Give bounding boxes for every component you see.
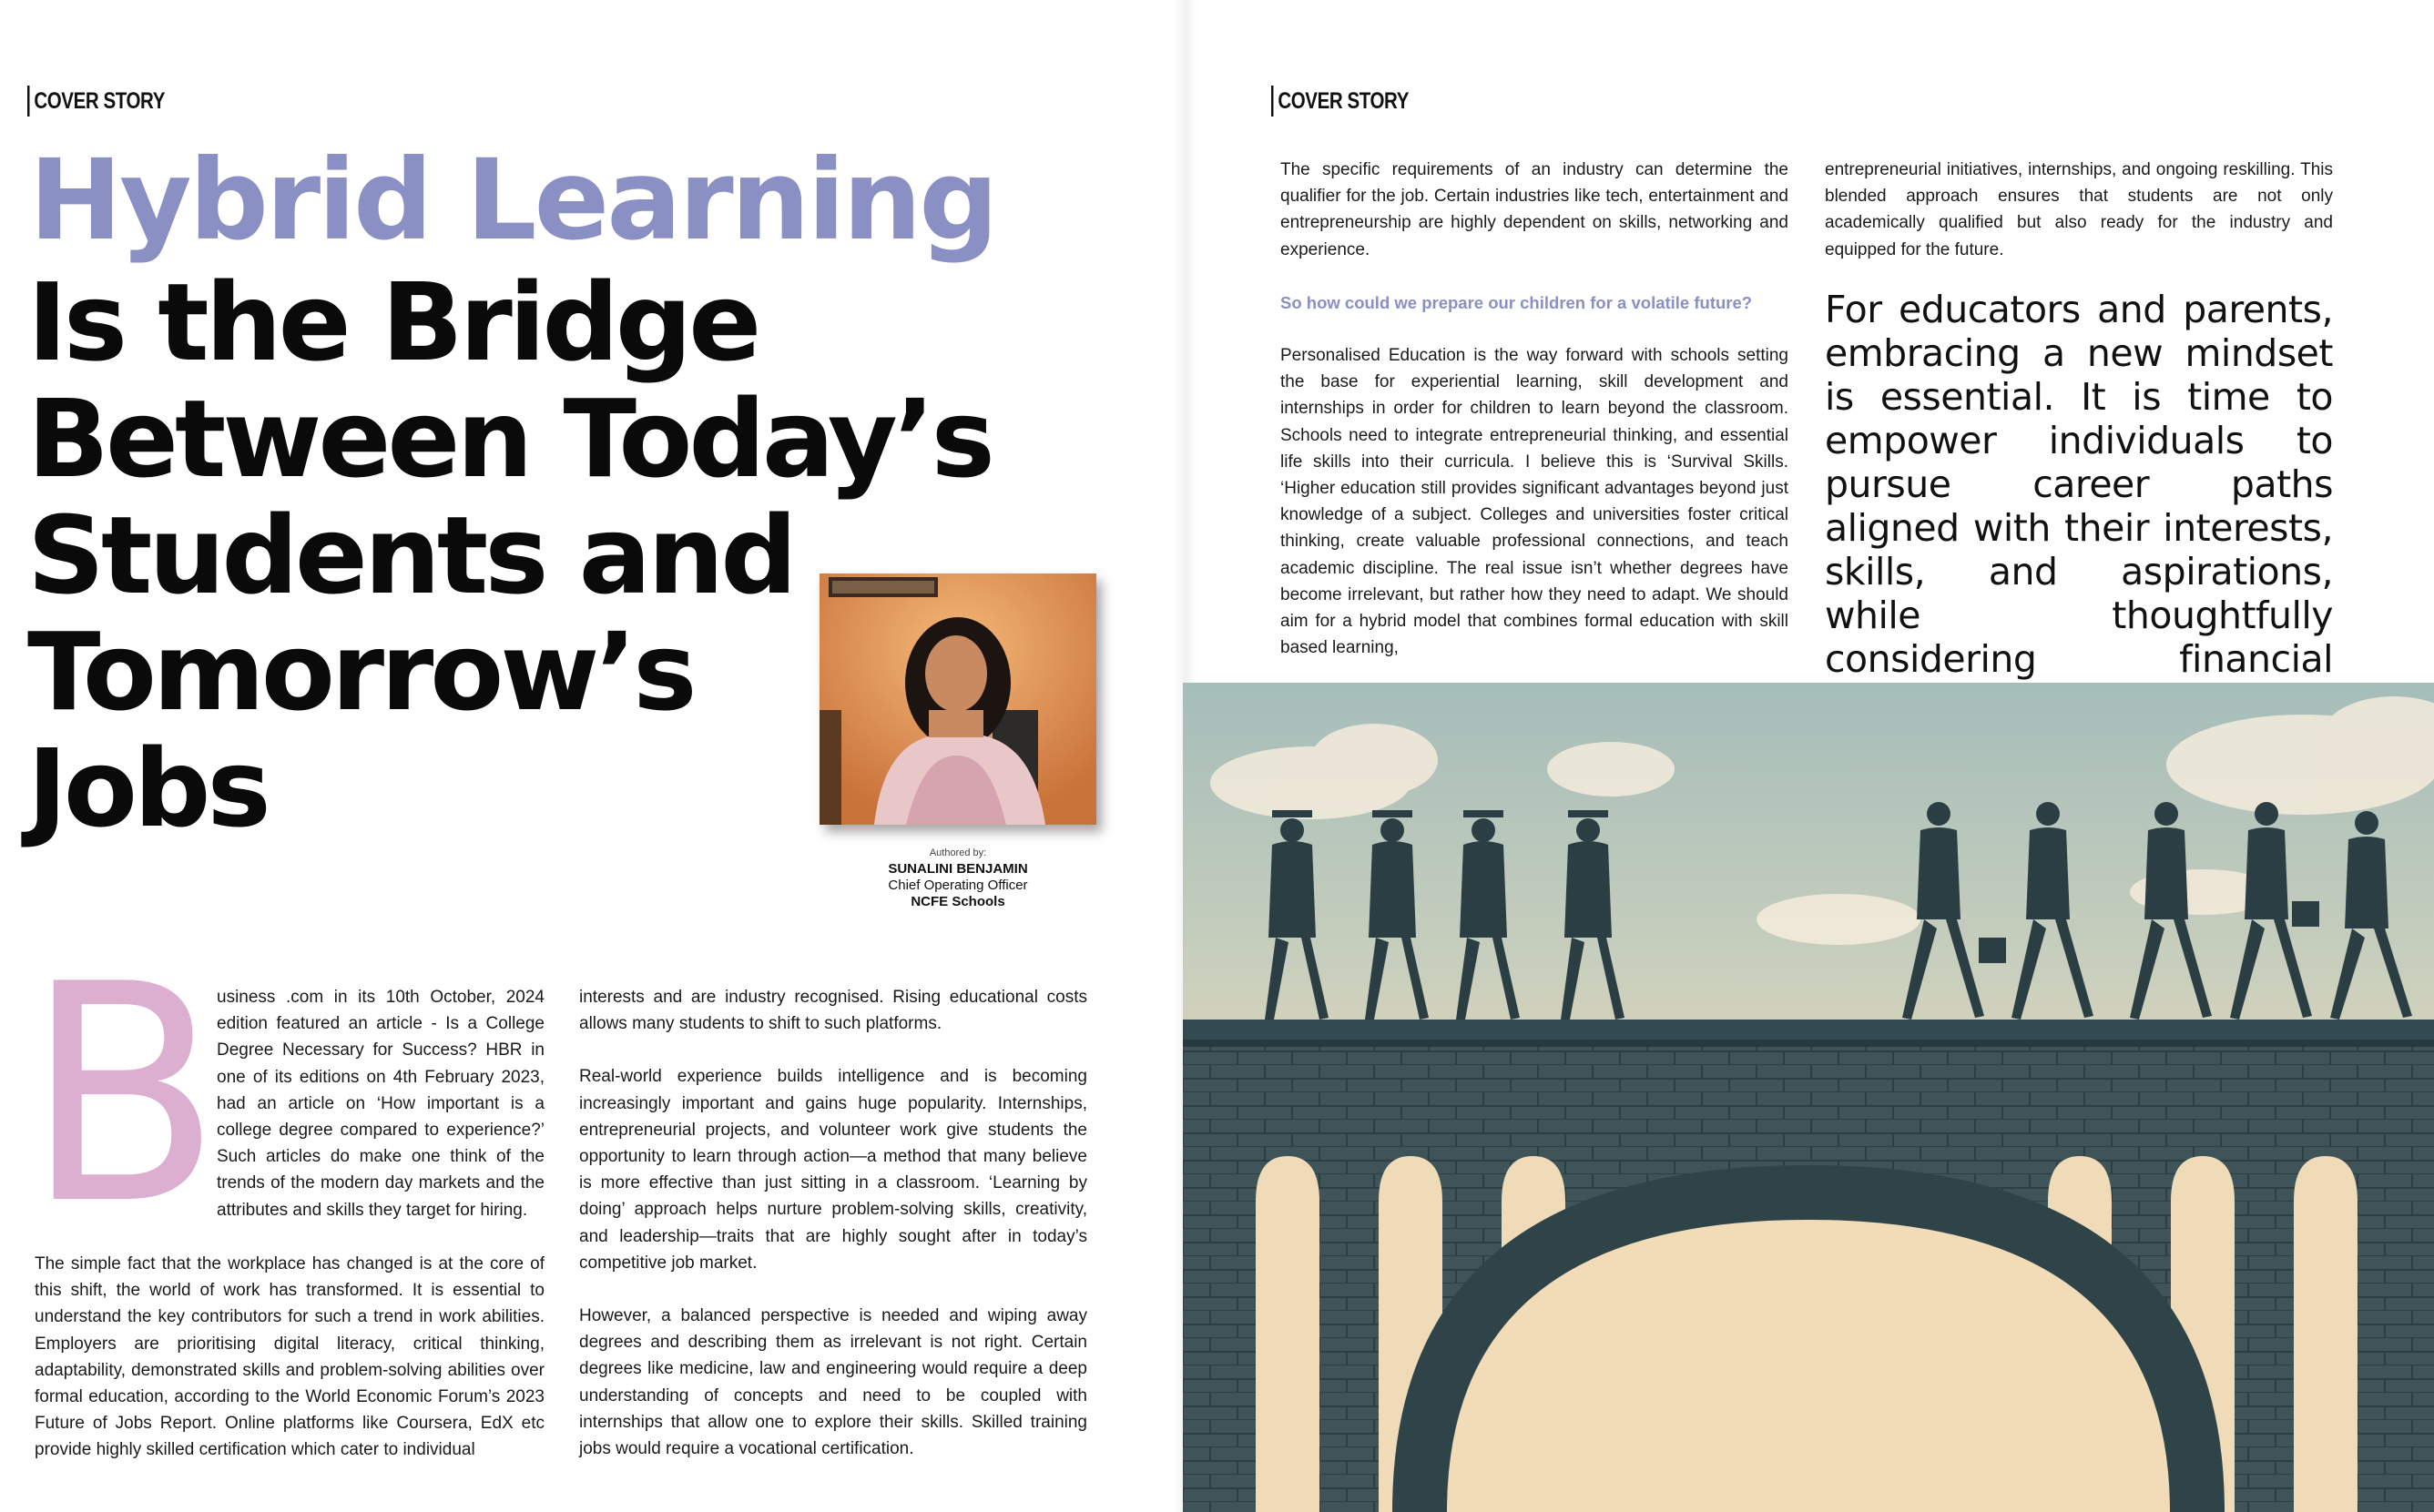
pull-quote: For educators and parents, embracing a new mindset is essential. It is time to empower individuals to pursue career paths aligned with their interests, skills, and aspirations, while thoughtfully considering financial [1825,288,2333,681]
body-column-2 [579,984,1087,1488]
paragraph: The specific requirements of an industry can determine the qualifier for the job. Certain industries like tech, entertainment and entrepreneurship are highly dependent on skills, networking and experience. [1280,160,1788,259]
paragraph: Personalised Education is the way forward with schools setting the base for experiential learning, skill development and internships in order for children to learn beyond the classroom. Schools need to integrate entrepreneurial thinking, and essential life skills into their curricula. I believe this is ‘Survival Skills. ‘Higher education still provides significant advantages beyond just knowledge of a subject. Colleges and universities foster critical thinking, create valuable professional connections, and teach academic discipline. The real issue isn’t whether degrees have become irrelevant, but rather how they need to adapt. We should aim for a hybrid model that combines formal education with skill based learning, [1280,346,1788,658]
author-photo [820,573,1096,825]
section-label: COVER STORY [27,86,165,117]
section-subheading: So how could we prepare our children for a volatile future? [1280,293,1753,312]
body-column-3 [1280,157,1788,289]
author-organisation: NCFE Schools [911,894,1005,909]
body-column-1 [35,1251,545,1490]
section-label: COVER STORY [1271,86,1409,117]
headline-line: Students and [27,492,794,618]
bridge-illustration [1183,683,2434,1512]
body-column-intro [217,984,545,1250]
headline-line: Tomorrow’s [27,609,694,735]
paragraph: However, a balanced perspective is needed and wiping away degrees and describing them as irrelevant is not right. Certain degrees like medicine, law and engineering would require a deep understanding of concepts and need to be coupled with internships that allow one to explore their skills. Skilled training jobs would require a vocational certification. [579,1306,1087,1459]
headline-line: Jobs [27,726,268,851]
headline-line: Between Today’s [27,376,992,502]
author-role: Chief Operating Officer [888,878,1028,893]
dropcap: B [25,920,222,1270]
body-column-4 [1825,157,2333,289]
authored-by-label: Authored by: [929,847,987,858]
body-column-3-cont [1280,342,1788,687]
author-name: SUNALINI BENJAMIN [888,861,1028,877]
author-credit [820,845,1096,910]
paragraph: The simple fact that the workplace has changed is at the core of this shift, the world of work has transformed. It is essential to understand the key contributors for such a trend in work abilities. Employers are prioritising digital literacy, critical thinking, adaptability, demonstrated skills and problem-solving abilities over formal education, according to the World Economic Forum’s 2023 Future of Jobs Report. Online platforms like Coursera, EdX etc provide highly skilled certification which cater to individual [35,1254,545,1460]
paragraph: usiness .com in its 10th October, 2024 edition featured an article - Is a College Degree Necessary for Success? HBR in one of its editions on 4th February 2023, had an article on ‘How important is a college degree compared to experience?’ Such articles do make one think of the trends of the modern day markets and the attributes and skills they target for hiring. [217,988,545,1220]
left-page [0,0,1184,1512]
paragraph: entrepreneurial initiatives, internships, and ongoing reskilling. This blended approach ensures that students are not only academically qualified but also ready for the industry and equipped for the future. [1825,160,2333,259]
headline-line: Is the Bridge [27,259,759,385]
paragraph: Real-world experience builds intelligence and is becoming increasingly important and gains huge popularity. Internships, entrepreneurial projects, and volunteer work give students the opportunity to learn through action—a method that many believe is more effective than just sitting in a classroom. ‘Learning by doing’ approach helps nurture problem-solving skills, creativity, and leadership—traits that are highly sought after in today’s competitive job market. [579,1067,1087,1273]
paragraph: interests and are industry recognised. Rising educational costs allows many students to shift to such platforms. [579,988,1087,1034]
headline-accent: Hybrid Learning [29,136,996,265]
